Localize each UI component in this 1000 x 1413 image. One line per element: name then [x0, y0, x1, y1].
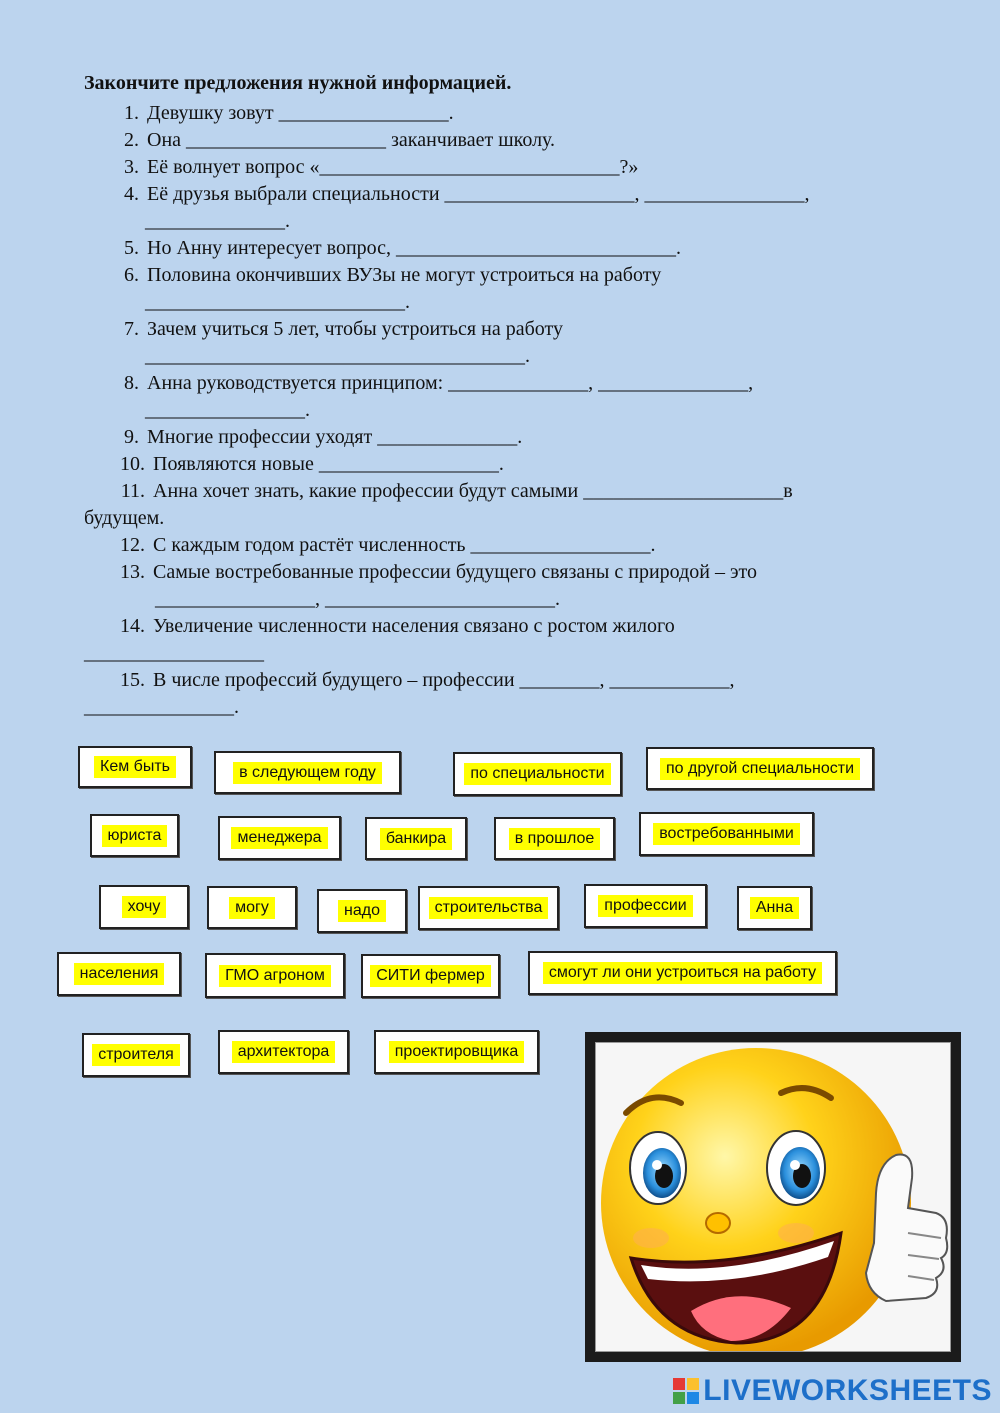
sentence-6: 6. Половина окончивших ВУЗы не могут устроиться на работу [124, 264, 662, 286]
word-card[interactable] [639, 812, 814, 856]
thumbs-up-hand [866, 1154, 947, 1301]
sentence-7-cont: ______________________________________. [145, 345, 530, 367]
worksheet-heading: Закончите предложения нужной информацией. [84, 72, 512, 94]
word-card[interactable] [218, 816, 341, 860]
sentence-8-cont: ________________. [145, 399, 310, 421]
word-card[interactable] [317, 889, 407, 933]
right-cheek [778, 1223, 814, 1243]
word-card-label: надо [338, 900, 386, 922]
word-card[interactable] [584, 884, 707, 928]
sentence-4-cont: ______________. [145, 210, 290, 232]
word-card-label: в прошлое [509, 828, 601, 850]
sentence-5: 5. Но Анну интересует вопрос, ____________________________. [124, 237, 682, 259]
brand-logo-icon [673, 1378, 699, 1404]
word-card-label: строительства [429, 897, 549, 919]
word-card-label: ГМО агроном [219, 965, 331, 987]
word-card-label: строителя [92, 1044, 180, 1066]
left-eye-shine [652, 1160, 662, 1170]
sentence-15-cont: _______________. [84, 696, 239, 718]
sentence-14: 14. Увеличение численности населения связано с ростом жилого [120, 615, 675, 637]
word-card[interactable] [57, 952, 181, 996]
word-card[interactable] [214, 751, 401, 794]
sentence-7: 7. Зачем учиться 5 лет, чтобы устроиться на работу [124, 318, 563, 340]
word-card[interactable] [528, 951, 837, 995]
word-card[interactable] [494, 817, 615, 860]
sentence-6-cont: __________________________. [145, 291, 410, 313]
word-card-label: Анна [750, 897, 799, 919]
word-card[interactable] [418, 886, 559, 930]
smiley-picture-canvas [595, 1042, 951, 1352]
thumbs-up-smiley-icon [596, 1043, 950, 1351]
liveworksheets-logo [673, 1374, 992, 1408]
sentence-10: 10. Появляются новые __________________. [120, 453, 504, 475]
word-card[interactable] [90, 814, 179, 857]
sentence-11-cont: будущем. [84, 507, 165, 529]
word-card[interactable] [737, 886, 812, 930]
left-cheek [633, 1228, 669, 1248]
sentence-9: 9. Многие профессии уходят ______________. [124, 426, 523, 448]
sentence-13-cont: ________________, _______________________. [155, 588, 560, 610]
word-card-label: хочу [122, 896, 167, 918]
brand-name: LIVEWORKSHEETS [703, 1374, 992, 1407]
word-card-label: населения [74, 963, 165, 985]
word-card-label: профессии [598, 895, 692, 917]
sentence-3: 3. Её волнует вопрос «______________________________?» [124, 156, 639, 178]
word-card[interactable] [205, 953, 345, 998]
word-card-label: юриста [102, 825, 168, 847]
word-card[interactable] [646, 747, 874, 790]
word-card-label: в следующем году [233, 762, 382, 784]
smiley-picture [585, 1032, 961, 1362]
word-card-label: по другой специальности [660, 758, 860, 780]
word-card-label: смогут ли они устроиться на работу [543, 962, 822, 984]
word-card[interactable] [365, 817, 467, 860]
word-card[interactable] [78, 746, 192, 788]
sentence-1: 1. Девушку зовут _________________. [124, 102, 454, 124]
nose [706, 1213, 730, 1233]
word-card-label: могу [229, 897, 275, 919]
word-card-label: менеджера [231, 827, 327, 849]
word-card-label: проектировщика [389, 1041, 524, 1063]
word-card-label: архитектора [232, 1041, 336, 1063]
sentence-2: 2. Она ____________________ заканчивает школу. [124, 129, 556, 151]
right-eye-shine [790, 1160, 800, 1170]
word-card[interactable] [361, 954, 500, 998]
word-card[interactable] [207, 886, 297, 929]
sentence-12: 12. С каждым годом растёт численность __________________. [120, 534, 656, 556]
sentence-13: 13. Самые востребованные профессии будущего связаны с природой – это [120, 561, 758, 583]
sentence-4: 4. Её друзья выбрали специальности ___________________, ________________, [124, 183, 810, 205]
sentence-8: 8. Анна руководствуется принципом: ______________, _______________, [124, 372, 754, 394]
word-card[interactable] [218, 1030, 349, 1074]
sentence-14-cont: __________________ [84, 642, 264, 664]
word-card[interactable] [374, 1030, 539, 1074]
word-card-label: востребованными [653, 823, 800, 845]
word-card-label: по специальности [464, 763, 610, 785]
word-card-label: банкира [380, 828, 452, 850]
word-card[interactable] [453, 752, 622, 796]
sentence-11: 11. Анна хочет знать, какие профессии будут самыми ____________________в [120, 480, 793, 502]
sentence-15: 15. В числе профессий будущего – профессии ________, ____________, [120, 669, 735, 691]
word-card[interactable] [99, 885, 189, 929]
word-card[interactable] [82, 1033, 190, 1077]
word-card-label: Кем быть [94, 756, 176, 778]
word-card-label: СИТИ фермер [370, 965, 491, 987]
